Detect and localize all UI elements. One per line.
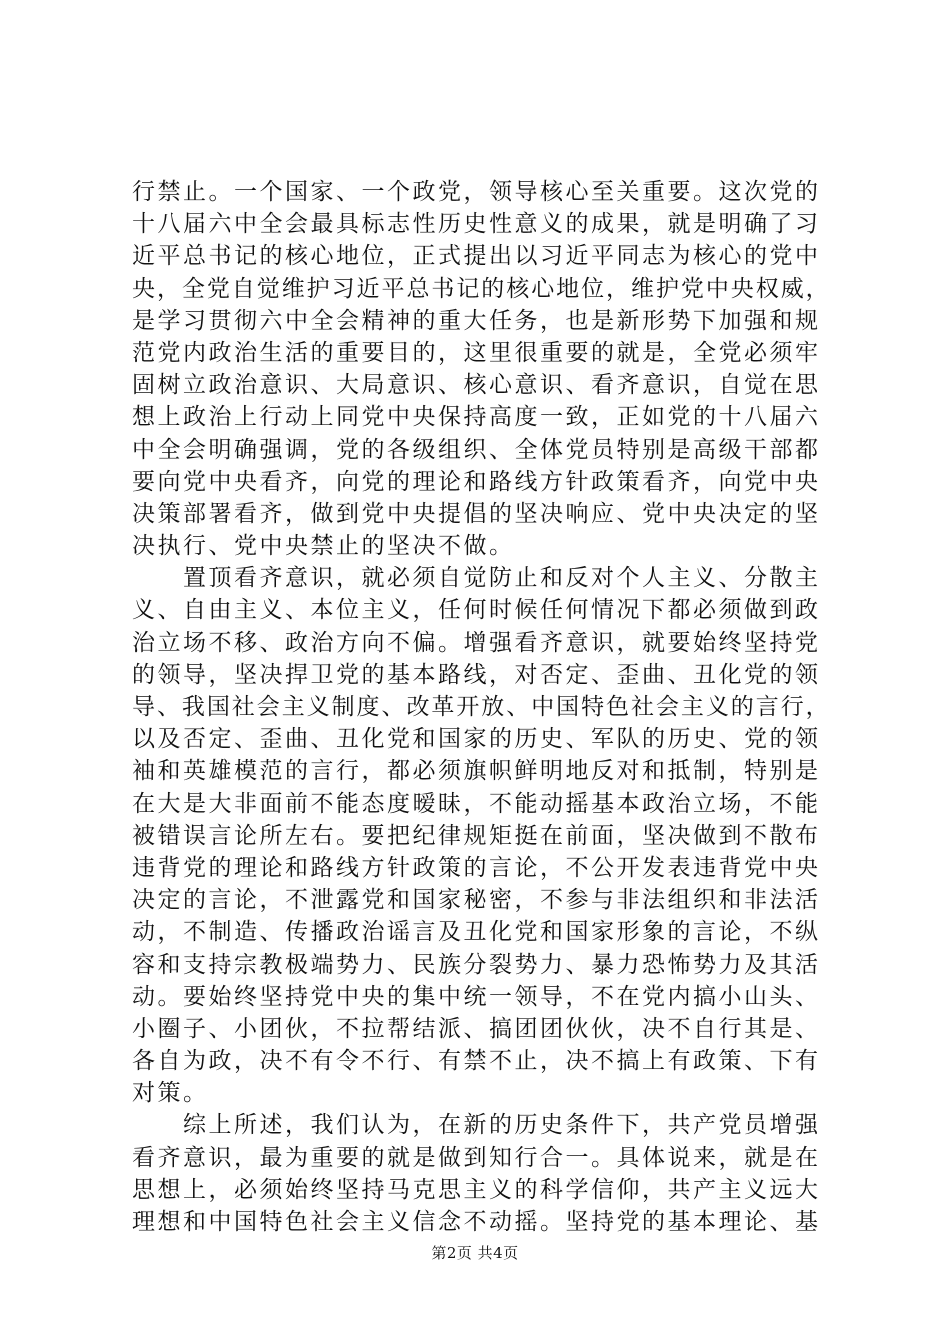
text-line: 对策。 — [132, 1080, 209, 1107]
text-line: 理想和中国特色社会主义信念不动摇。坚持党的基本理论、基 — [132, 1209, 821, 1235]
text-line: 的领导，坚决捍卫党的基本路线，对否定、歪曲、丑化党的领 — [132, 661, 821, 688]
text-line: 想上政治上行动上同党中央保持高度一致，正如党的十八届六 — [132, 404, 821, 431]
text-line: 是学习贯彻六中全会精神的重大任务，也是新形势下加强和规 — [132, 307, 821, 334]
text-line: 违背党的理论和路线方针政策的言论，不公开发表违背党中央 — [132, 854, 821, 881]
text-line: 固树立政治意识、大局意识、核心意识、看齐意识，自觉在思 — [132, 372, 821, 399]
text-line: 范党内政治生活的重要目的，这里很重要的就是，全党必须牢 — [132, 339, 821, 366]
text-line: 各自为政，决不有令不行、有禁不止，决不搞上有政策、下有 — [132, 1048, 821, 1075]
text-line: 近平总书记的核心地位，正式提出以习近平同志为核心的党中 — [132, 243, 821, 270]
text-line: 容和支持宗教极端势力、民族分裂势力、暴力恐怖势力及其活 — [132, 951, 821, 978]
text-line: 综上所述，我们认为，在新的历史条件下，共产党员增强 — [132, 1112, 821, 1139]
text-line: 在大是大非面前不能态度暧昧，不能动摇基本政治立场，不能 — [132, 790, 821, 817]
document-body — [132, 176, 832, 1238]
text-line: 置顶看齐意识，就必须自觉防止和反对个人主义、分散主 — [132, 565, 821, 592]
text-line: 动。要始终坚持党中央的集中统一领导，不在党内搞小山头、 — [132, 983, 821, 1010]
text-line: 央，全党自觉维护习近平总书记的核心地位，维护党中央权威， — [132, 275, 831, 302]
page-footer — [0, 1242, 950, 1263]
text-line: 决定的言论，不泄露党和国家秘密，不参与非法组织和非法活 — [132, 887, 821, 914]
text-line: 义、自由主义、本位主义，任何时候任何情况下都必须做到政 — [132, 597, 821, 624]
text-line: 十八届六中全会最具标志性历史性意义的成果，就是明确了习 — [132, 211, 821, 238]
page-number: 第2页 共4页 — [431, 1244, 519, 1262]
text-line: 小圈子、小团伙，不拉帮结派、搞团团伙伙，决不自行其是、 — [132, 1015, 821, 1042]
text-line: 治立场不移、政治方向不偏。增强看齐意识，就要始终坚持党 — [132, 629, 821, 656]
text-line: 动，不制造、传播政治谣言及丑化党和国家形象的言论，不纵 — [132, 919, 821, 946]
text-line: 决执行、党中央禁止的坚决不做。 — [132, 533, 515, 560]
text-line: 以及否定、歪曲、丑化党和国家的历史、军队的历史、党的领 — [132, 726, 821, 753]
text-line: 看齐意识，最为重要的就是做到知行合一。具体说来，就是在 — [132, 1144, 821, 1171]
text-line: 思想上，必须始终坚持马克思主义的科学信仰，共产主义远大 — [132, 1176, 821, 1203]
text-line: 导、我国社会主义制度、改革开放、中国特色社会主义的言行， — [132, 694, 831, 720]
text-line: 被错误言论所左右。要把纪律规矩挺在前面，坚决做到不散布 — [132, 822, 821, 849]
text-line: 中全会明确强调，党的各级组织、全体党员特别是高级干部都 — [132, 436, 821, 463]
text-line: 袖和英雄模范的言行，都必须旗帜鲜明地反对和抵制，特别是 — [132, 758, 821, 785]
text-line: 决策部署看齐，做到党中央提倡的坚决响应、党中央决定的坚 — [132, 500, 821, 527]
text-line: 要向党中央看齐，向党的理论和路线方针政策看齐，向党中央 — [132, 468, 821, 495]
text-line: 行禁止。一个国家、一个政党，领导核心至关重要。这次党的 — [132, 179, 821, 205]
